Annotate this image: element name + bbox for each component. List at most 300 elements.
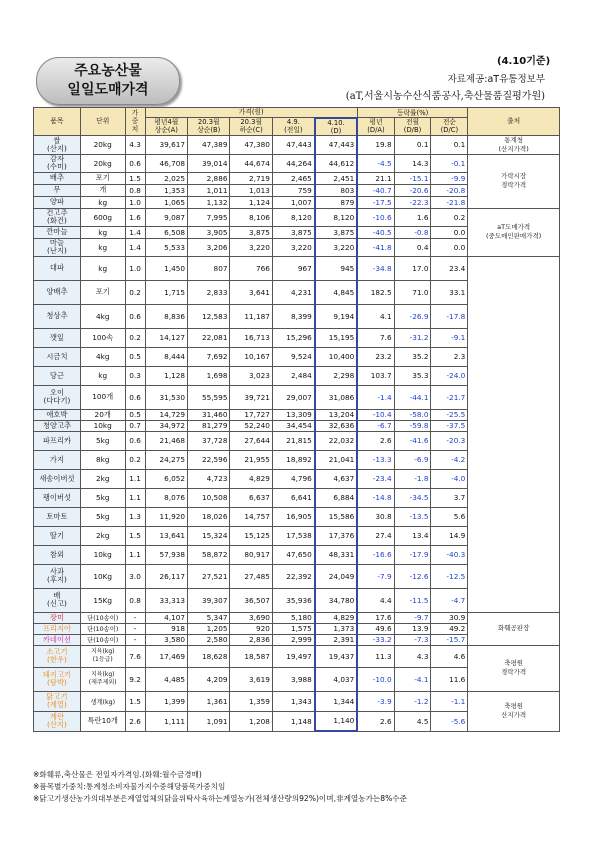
avg-price-cell: 1,128 <box>145 366 187 385</box>
avg-price-cell: 39,617 <box>145 135 187 154</box>
weight-cell: - <box>125 612 145 623</box>
weight-cell: 1.5 <box>125 172 145 184</box>
weight-cell: 1.6 <box>125 208 145 226</box>
m20-mid-price-cell: 3,641 <box>230 280 272 304</box>
avg-price-cell: 6,508 <box>145 226 187 238</box>
item-cell: 양배추 <box>34 280 81 304</box>
item-cell: 오이 (다다기) <box>34 385 81 409</box>
item-cell: 깻잎 <box>34 328 81 347</box>
change-dc-cell: -21.7 <box>431 385 468 409</box>
prev-day-price-cell: 3,220 <box>272 238 314 256</box>
change-db-cell: 1.6 <box>394 208 431 226</box>
table-body <box>34 135 560 731</box>
weight-cell: 4.3 <box>125 135 145 154</box>
change-db-cell: -44.1 <box>394 385 431 409</box>
m20-mid-price-cell: 3,690 <box>230 612 272 623</box>
prev-day-price-cell: 1,575 <box>272 623 314 634</box>
unit-cell: kg <box>80 366 125 385</box>
avg-price-cell: 9,087 <box>145 208 187 226</box>
change-da-cell: 2.6 <box>357 431 394 450</box>
avg-price-cell: 46,708 <box>145 154 187 172</box>
m20-early-price-cell: 7,995 <box>188 208 230 226</box>
unit-cell: 단(10송이) <box>80 634 125 645</box>
m20-early-price-cell: 4,209 <box>188 667 230 691</box>
m20-mid-price-cell: 21,955 <box>230 450 272 469</box>
change-dc-cell: 0.1 <box>431 135 468 154</box>
change-da-cell: 17.6 <box>357 612 394 623</box>
weight-cell: 2.6 <box>125 711 145 731</box>
change-da-cell: -3.9 <box>357 691 394 711</box>
avg-price-cell: 31,530 <box>145 385 187 409</box>
footnotes <box>33 769 407 805</box>
table-row <box>34 256 560 280</box>
avg-price-cell: 13,641 <box>145 526 187 545</box>
table-row <box>34 691 560 711</box>
weight-cell: 0.8 <box>125 184 145 196</box>
change-db-cell: -41.6 <box>394 431 431 450</box>
header-today: 4.10. (D) <box>315 118 357 136</box>
item-cell: 마늘 (난지) <box>34 238 81 256</box>
footnote: ※닭고기생산농가의대부분은계열업체의닭을위탁사육하는계열농가(전체생산량의92%)이며,非계열농가는8%수준 <box>33 794 407 803</box>
change-da-cell: 19.8 <box>357 135 394 154</box>
weight-cell: 0.8 <box>125 588 145 612</box>
today-price-cell: 4,829 <box>315 612 357 623</box>
today-price-cell: 22,032 <box>315 431 357 450</box>
m20-mid-price-cell: 10,167 <box>230 347 272 366</box>
header-price-group: 가격(원) <box>145 108 357 118</box>
unit-cell: 100개 <box>80 385 125 409</box>
unit-cell: 지육(kg) (제주제외) <box>80 667 125 691</box>
unit-cell: kg <box>80 256 125 280</box>
change-db-cell: -0.8 <box>394 226 431 238</box>
m20-mid-price-cell: 16,713 <box>230 328 272 347</box>
change-dc-cell: -4.2 <box>431 450 468 469</box>
avg-price-cell: 11,920 <box>145 507 187 526</box>
change-db-cell: -20.6 <box>394 184 431 196</box>
m20-early-price-cell: 58,872 <box>188 545 230 564</box>
m20-early-price-cell: 1,361 <box>188 691 230 711</box>
avg-price-cell: 24,275 <box>145 450 187 469</box>
change-dc-cell: -17.8 <box>431 304 468 328</box>
weight-cell: 0.6 <box>125 304 145 328</box>
header-dc: 전순 (D/C) <box>431 118 468 136</box>
header-m20-mid: 20.3월 하순(C) <box>230 118 272 136</box>
source-line2: (aT,서울시농수산식품공사,축산물품질평가원) <box>345 91 545 102</box>
change-dc-cell: -24.0 <box>431 366 468 385</box>
change-dc-cell: -20.3 <box>431 431 468 450</box>
today-price-cell: 24,049 <box>315 564 357 588</box>
avg-price-cell: 1,353 <box>145 184 187 196</box>
table-row <box>34 135 560 154</box>
unit-cell: 20kg <box>80 135 125 154</box>
change-dc-cell: 11.6 <box>431 667 468 691</box>
m20-mid-price-cell: 11,187 <box>230 304 272 328</box>
today-price-cell: 3,220 <box>315 238 357 256</box>
avg-price-cell: 1,715 <box>145 280 187 304</box>
avg-price-cell: 8,076 <box>145 488 187 507</box>
change-da-cell: 27.4 <box>357 526 394 545</box>
item-cell: 배 (신고) <box>34 588 81 612</box>
item-cell: 돼지고기 (탕박) <box>34 667 81 691</box>
source-group-cell: 화훼공판장 <box>468 612 560 645</box>
change-dc-cell: -40.3 <box>431 545 468 564</box>
prev-day-price-cell: 47,443 <box>272 135 314 154</box>
change-da-cell: 11.3 <box>357 645 394 667</box>
change-dc-cell: -12.5 <box>431 564 468 588</box>
change-dc-cell: 30.9 <box>431 612 468 623</box>
change-dc-cell: -5.6 <box>431 711 468 731</box>
unit-cell: 단(10송이) <box>80 623 125 634</box>
unit-cell: 개 <box>80 184 125 196</box>
prev-day-price-cell: 759 <box>272 184 314 196</box>
prev-day-price-cell: 18,892 <box>272 450 314 469</box>
change-da-cell: -16.6 <box>357 545 394 564</box>
today-price-cell: 31,086 <box>315 385 357 409</box>
change-dc-cell: 5.6 <box>431 507 468 526</box>
item-cell: 무 <box>34 184 81 196</box>
change-da-cell: -6.7 <box>357 420 394 431</box>
unit-cell: 포기 <box>80 172 125 184</box>
today-price-cell: 15,195 <box>315 328 357 347</box>
change-dc-cell: -15.7 <box>431 634 468 645</box>
change-dc-cell: -4.0 <box>431 469 468 488</box>
today-price-cell: 2,451 <box>315 172 357 184</box>
price-table <box>33 107 560 732</box>
change-db-cell: 4.3 <box>394 645 431 667</box>
weight-cell: 1.5 <box>125 691 145 711</box>
unit-cell: 단(10송이) <box>80 612 125 623</box>
unit-cell: 5kg <box>80 488 125 507</box>
m20-early-price-cell: 18,628 <box>188 645 230 667</box>
weight-cell: 1.3 <box>125 507 145 526</box>
item-cell: 파프리카 <box>34 431 81 450</box>
change-db-cell: 0.1 <box>394 135 431 154</box>
weight-cell: 0.6 <box>125 154 145 172</box>
change-dc-cell: -4.7 <box>431 588 468 612</box>
m20-mid-price-cell: 27,644 <box>230 431 272 450</box>
weight-cell: 1.1 <box>125 545 145 564</box>
avg-price-cell: 57,938 <box>145 545 187 564</box>
change-dc-cell: -21.8 <box>431 196 468 208</box>
change-dc-cell: 33.1 <box>431 280 468 304</box>
change-da-cell: -4.5 <box>357 154 394 172</box>
m20-early-price-cell: 55,595 <box>188 385 230 409</box>
item-cell: 깐마늘 <box>34 226 81 238</box>
unit-cell: kg <box>80 226 125 238</box>
weight-cell: - <box>125 623 145 634</box>
change-da-cell: -10.0 <box>357 667 394 691</box>
m20-early-price-cell: 5,347 <box>188 612 230 623</box>
change-db-cell: 0.4 <box>394 238 431 256</box>
today-price-cell: 17,376 <box>315 526 357 545</box>
prev-day-price-cell: 29,007 <box>272 385 314 409</box>
header-m20-early: 20.3월 상순(B) <box>188 118 230 136</box>
today-price-cell: 21,041 <box>315 450 357 469</box>
m20-mid-price-cell: 80,917 <box>230 545 272 564</box>
m20-mid-price-cell: 1,013 <box>230 184 272 196</box>
title-badge <box>36 57 180 105</box>
weight-cell: 9.2 <box>125 667 145 691</box>
change-db-cell: -9.7 <box>394 612 431 623</box>
prev-day-price-cell: 4,231 <box>272 280 314 304</box>
prev-day-price-cell: 47,650 <box>272 545 314 564</box>
change-da-cell: 4.1 <box>357 304 394 328</box>
item-cell: 프리지아 <box>34 623 81 634</box>
change-da-cell: 49.6 <box>357 623 394 634</box>
m20-early-price-cell: 3,206 <box>188 238 230 256</box>
change-dc-cell: 0.0 <box>431 238 468 256</box>
prev-day-price-cell: 22,392 <box>272 564 314 588</box>
source-group-cell: aT도매가격 (중도매인판매가격) <box>468 208 560 256</box>
today-price-cell: 48,331 <box>315 545 357 564</box>
change-dc-cell: 2.3 <box>431 347 468 366</box>
avg-price-cell: 3,580 <box>145 634 187 645</box>
source-group-cell: 축평원 산지가격 <box>468 691 560 731</box>
m20-mid-price-cell: 8,106 <box>230 208 272 226</box>
change-dc-cell: 14.9 <box>431 526 468 545</box>
m20-early-price-cell: 7,692 <box>188 347 230 366</box>
change-db-cell: -7.3 <box>394 634 431 645</box>
weight-cell: 1.5 <box>125 526 145 545</box>
m20-mid-price-cell: 2,836 <box>230 634 272 645</box>
avg-price-cell: 14,729 <box>145 409 187 420</box>
m20-early-price-cell: 31,460 <box>188 409 230 420</box>
today-price-cell: 879 <box>315 196 357 208</box>
m20-mid-price-cell: 47,380 <box>230 135 272 154</box>
m20-mid-price-cell: 18,587 <box>230 645 272 667</box>
item-cell: 팽이버섯 <box>34 488 81 507</box>
change-da-cell: -40.7 <box>357 184 394 196</box>
avg-price-cell: 1,399 <box>145 691 187 711</box>
m20-mid-price-cell: 15,125 <box>230 526 272 545</box>
item-cell: 계란 (산지) <box>34 711 81 731</box>
m20-early-price-cell: 4,723 <box>188 469 230 488</box>
weight-cell: 1.1 <box>125 488 145 507</box>
change-db-cell: -12.6 <box>394 564 431 588</box>
avg-price-cell: 5,533 <box>145 238 187 256</box>
m20-mid-price-cell: 27,485 <box>230 564 272 588</box>
change-db-cell: 35.3 <box>394 366 431 385</box>
change-da-cell: -41.8 <box>357 238 394 256</box>
table-row <box>34 208 560 226</box>
m20-early-price-cell: 1,091 <box>188 711 230 731</box>
prev-day-price-cell: 5,180 <box>272 612 314 623</box>
m20-mid-price-cell: 39,721 <box>230 385 272 409</box>
unit-cell: 2kg <box>80 526 125 545</box>
unit-cell: 포기 <box>80 280 125 304</box>
change-da-cell: -10.6 <box>357 208 394 226</box>
change-db-cell: -13.5 <box>394 507 431 526</box>
today-price-cell: 4,637 <box>315 469 357 488</box>
change-da-cell: -33.2 <box>357 634 394 645</box>
change-db-cell: -59.8 <box>394 420 431 431</box>
avg-price-cell: 1,450 <box>145 256 187 280</box>
today-price-cell: 32,636 <box>315 420 357 431</box>
change-db-cell: -15.1 <box>394 172 431 184</box>
header-avg: 평년4월 상순(A) <box>145 118 187 136</box>
today-price-cell: 3,875 <box>315 226 357 238</box>
weight-cell: 0.2 <box>125 450 145 469</box>
header-change-group: 등락률(%) <box>357 108 468 118</box>
unit-cell: 15Kg <box>80 588 125 612</box>
item-cell: 청양고추 <box>34 420 81 431</box>
change-da-cell: -34.8 <box>357 256 394 280</box>
change-dc-cell: -9.1 <box>431 328 468 347</box>
today-price-cell: 47,443 <box>315 135 357 154</box>
change-db-cell: -6.9 <box>394 450 431 469</box>
weight-cell: 0.2 <box>125 328 145 347</box>
prev-day-price-cell: 34,454 <box>272 420 314 431</box>
header-source: 출처 <box>468 108 560 136</box>
change-db-cell: -4.1 <box>394 667 431 691</box>
change-dc-cell: 4.6 <box>431 645 468 667</box>
item-cell: 새송이버섯 <box>34 469 81 488</box>
change-dc-cell: -20.8 <box>431 184 468 196</box>
m20-early-price-cell: 3,905 <box>188 226 230 238</box>
prev-day-price-cell: 967 <box>272 256 314 280</box>
change-db-cell: 13.4 <box>394 526 431 545</box>
item-cell: 카네이션 <box>34 634 81 645</box>
source-line1: 자료제공:aT유통정보부 <box>447 74 545 85</box>
unit-cell: 10kg <box>80 420 125 431</box>
unit-cell: 10kg <box>80 545 125 564</box>
unit-cell: kg <box>80 196 125 208</box>
unit-cell: 20개 <box>80 409 125 420</box>
change-da-cell: -23.4 <box>357 469 394 488</box>
item-cell: 배추 <box>34 172 81 184</box>
prev-day-price-cell: 3,875 <box>272 226 314 238</box>
unit-cell: kg <box>80 238 125 256</box>
weight-cell: 1.0 <box>125 256 145 280</box>
unit-cell: 8kg <box>80 450 125 469</box>
m20-early-price-cell: 37,728 <box>188 431 230 450</box>
avg-price-cell: 17,469 <box>145 645 187 667</box>
unit-cell: 20kg <box>80 154 125 172</box>
item-cell: 참외 <box>34 545 81 564</box>
change-dc-cell: -1.1 <box>431 691 468 711</box>
item-cell: 토마토 <box>34 507 81 526</box>
item-cell: 당근 <box>34 366 81 385</box>
unit-cell: 600g <box>80 208 125 226</box>
m20-early-price-cell: 1,011 <box>188 184 230 196</box>
avg-price-cell: 2,025 <box>145 172 187 184</box>
m20-mid-price-cell: 2,719 <box>230 172 272 184</box>
unit-cell: 100속 <box>80 328 125 347</box>
avg-price-cell: 21,468 <box>145 431 187 450</box>
m20-mid-price-cell: 1,208 <box>230 711 272 731</box>
unit-cell: 지육(kg) (1등급) <box>80 645 125 667</box>
source-group-cell: 축평원 경락가격 <box>468 645 560 691</box>
m20-early-price-cell: 18,026 <box>188 507 230 526</box>
change-da-cell: 4.4 <box>357 588 394 612</box>
weight-cell: 0.3 <box>125 366 145 385</box>
avg-price-cell: 6,052 <box>145 469 187 488</box>
change-db-cell: -1.2 <box>394 691 431 711</box>
m20-mid-price-cell: 766 <box>230 256 272 280</box>
today-price-cell: 4,845 <box>315 280 357 304</box>
prev-day-price-cell: 1,148 <box>272 711 314 731</box>
change-da-cell: 103.7 <box>357 366 394 385</box>
avg-price-cell: 4,485 <box>145 667 187 691</box>
today-price-cell: 2,391 <box>315 634 357 645</box>
change-dc-cell: -0.1 <box>431 154 468 172</box>
m20-mid-price-cell: 3,875 <box>230 226 272 238</box>
header-unit: 단위 <box>80 108 125 136</box>
today-price-cell: 44,612 <box>315 154 357 172</box>
table-row <box>34 612 560 623</box>
change-da-cell: 30.8 <box>357 507 394 526</box>
header-prev-day: 4.9. (전일) <box>272 118 314 136</box>
weight-cell: 0.5 <box>125 347 145 366</box>
prev-day-price-cell: 15,296 <box>272 328 314 347</box>
change-da-cell: -7.9 <box>357 564 394 588</box>
change-db-cell: -22.3 <box>394 196 431 208</box>
footnote: ※화훼류,축산물은 전일자가격임.(화훼:월수금경매) <box>33 770 202 779</box>
m20-early-price-cell: 1,132 <box>188 196 230 208</box>
table-row <box>34 645 560 667</box>
weight-cell: 7.6 <box>125 645 145 667</box>
source-group-cell <box>468 256 560 612</box>
unit-cell: 10Kg <box>80 564 125 588</box>
today-price-cell: 10,400 <box>315 347 357 366</box>
avg-price-cell: 1,111 <box>145 711 187 731</box>
today-price-cell: 1,344 <box>315 691 357 711</box>
m20-early-price-cell: 81,279 <box>188 420 230 431</box>
m20-mid-price-cell: 920 <box>230 623 272 634</box>
weight-cell: 0.6 <box>125 385 145 409</box>
today-price-cell: 1,140 <box>315 711 357 731</box>
m20-mid-price-cell: 52,240 <box>230 420 272 431</box>
change-db-cell: -58.0 <box>394 409 431 420</box>
change-db-cell: 35.2 <box>394 347 431 366</box>
today-price-cell: 13,204 <box>315 409 357 420</box>
unit-cell: 생계(kg) <box>80 691 125 711</box>
source-group-cell: 통계청 (산지가격) <box>468 135 560 154</box>
table-row <box>34 154 560 172</box>
prev-day-price-cell: 1,343 <box>272 691 314 711</box>
footnote: ※품목별가중치:통계청소비자물가지수중해당품목가중치임 <box>33 782 226 791</box>
change-dc-cell: 0.2 <box>431 208 468 226</box>
m20-mid-price-cell: 3,023 <box>230 366 272 385</box>
today-price-cell: 945 <box>315 256 357 280</box>
m20-early-price-cell: 22,596 <box>188 450 230 469</box>
today-price-cell: 9,194 <box>315 304 357 328</box>
avg-price-cell: 918 <box>145 623 187 634</box>
header-weight: 가중치 <box>125 108 145 136</box>
change-dc-cell: 49.2 <box>431 623 468 634</box>
change-da-cell: -14.8 <box>357 488 394 507</box>
change-da-cell: 21.1 <box>357 172 394 184</box>
item-cell: 사과 (후지) <box>34 564 81 588</box>
change-dc-cell: 3.7 <box>431 488 468 507</box>
change-da-cell: -10.4 <box>357 409 394 420</box>
avg-price-cell: 1,065 <box>145 196 187 208</box>
prev-day-price-cell: 16,905 <box>272 507 314 526</box>
item-cell: 청상추 <box>34 304 81 328</box>
change-dc-cell: -37.5 <box>431 420 468 431</box>
prev-day-price-cell: 19,497 <box>272 645 314 667</box>
weight-cell: 0.7 <box>125 420 145 431</box>
header-db: 전월 (D/B) <box>394 118 431 136</box>
header-da: 평년 (D/A) <box>357 118 394 136</box>
unit-cell: 특란10개 <box>80 711 125 731</box>
prev-day-price-cell: 21,815 <box>272 431 314 450</box>
weight-cell: 0.5 <box>125 409 145 420</box>
prev-day-price-cell: 13,309 <box>272 409 314 420</box>
avg-price-cell: 34,972 <box>145 420 187 431</box>
m20-mid-price-cell: 44,674 <box>230 154 272 172</box>
item-cell: 시금치 <box>34 347 81 366</box>
